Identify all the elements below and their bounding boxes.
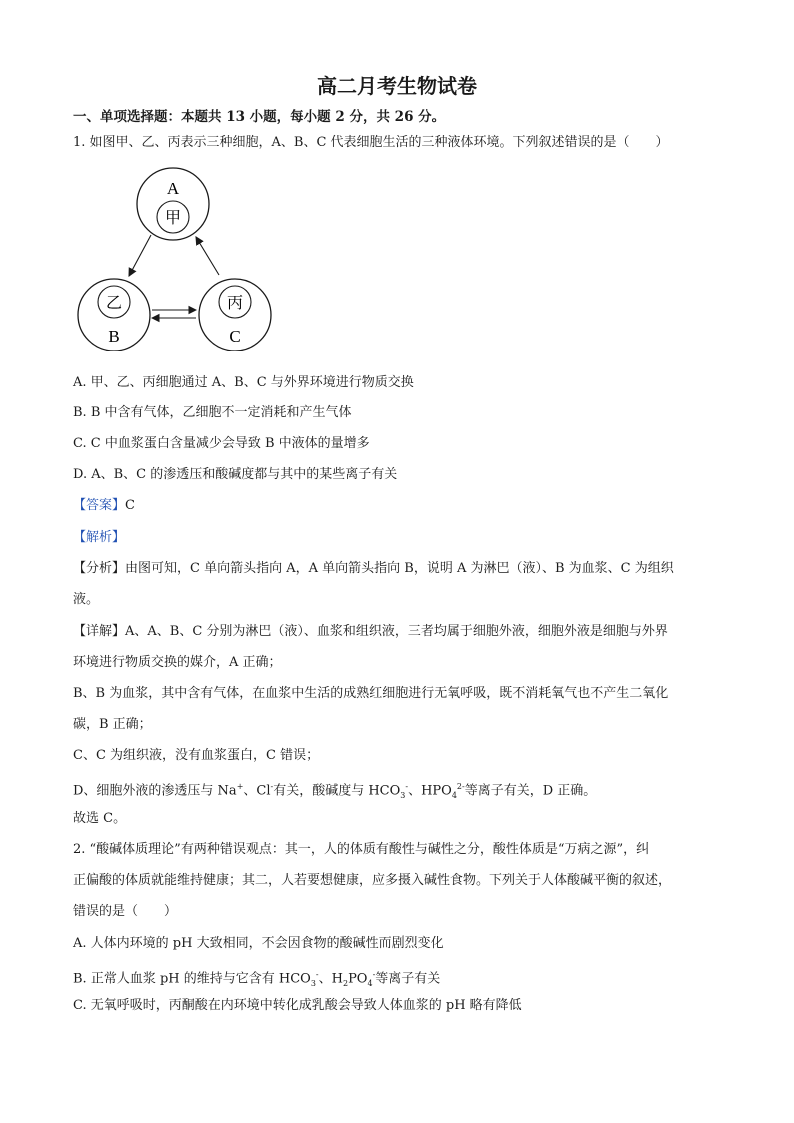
q2b-text-c: PO bbox=[348, 971, 368, 987]
arrow-c-to-a bbox=[196, 237, 219, 275]
q1-option-c: C. C 中血浆蛋白含量减少会导致 B 中液体的量增多 bbox=[73, 436, 370, 451]
q2-option-a: A. 人体内环境的 pH 大致相同，不会因食物的酸碱性而剧烈变化 bbox=[73, 936, 444, 951]
q1-option-d: D. A、B、C 的渗透压和酸碱度都与其中的某些离子有关 bbox=[73, 467, 398, 482]
answer-tag: 【答案】 bbox=[73, 498, 126, 513]
label-b: B bbox=[108, 327, 120, 346]
page-title: 高二月考生物试卷 bbox=[317, 74, 477, 98]
d-sub-4: 4 bbox=[451, 790, 457, 800]
fenxi-text-1: 由图可知，C 单向箭头指向 A，A 单向箭头指向 B，说明 A 为淋巴（液）、B 为血浆、C 为组织 bbox=[125, 561, 674, 576]
q1-xiangjie-line2: 环境进行物质交换的媒介，A 正确； bbox=[73, 655, 282, 670]
q2-stem-line3: 错误的是（ ） bbox=[73, 904, 178, 919]
label-bing: 丙 bbox=[226, 293, 244, 312]
q1-stem: 1. 如图甲、乙、丙表示三种细胞，A、B、C 代表细胞生活的三种液体环境。下列叙述错误的是（ ） bbox=[73, 135, 669, 150]
q1-answer bbox=[73, 498, 135, 514]
analysis-tag: 【解析】 bbox=[73, 530, 126, 545]
q1-xiangjie-line6 bbox=[73, 779, 596, 804]
q2b-text-d: 等离子有关 bbox=[375, 971, 441, 987]
label-jia: 甲 bbox=[164, 208, 182, 227]
q1-fenxi-line2: 液。 bbox=[73, 592, 100, 607]
q2-option-c: C. 无氧呼吸时，丙酮酸在内环境中转化成乳酸会导致人体血浆的 pH 略有降低 bbox=[73, 998, 522, 1013]
q1-xiangjie-line3: B、B 为血浆，其中含有气体，在血浆中生活的成熟红细胞进行无氧呼吸，既不消耗氧气也不产生二氧化 bbox=[73, 686, 669, 701]
q1-conclusion: 故选 C。 bbox=[73, 811, 127, 826]
d-sub-3: 3 bbox=[400, 790, 406, 800]
q2b-sub-2: 2 bbox=[342, 978, 349, 988]
xiangjie-text-1: A、A、B、C 分别为淋巴（液）、血浆和组织液，三者均属于细胞外液，细胞外液是细胞与外界 bbox=[125, 624, 668, 639]
label-yi: 乙 bbox=[105, 293, 123, 312]
q2b-sub-3: 4 bbox=[367, 978, 373, 988]
d-text-b: 、Cl bbox=[243, 783, 271, 799]
q1-option-b: B. B 中含有气体，乙细胞不一定消耗和产生气体 bbox=[73, 405, 352, 420]
answer-value: C bbox=[125, 498, 135, 513]
q1-xiangjie-line1 bbox=[73, 624, 668, 640]
d-text-c: 有关，酸碱度与 HCO bbox=[273, 783, 401, 799]
d-sup-1: + bbox=[236, 782, 244, 791]
q2-stem-line1: 2. “酸碱体质理论”有两种错误观点：其一，人的体质有酸性与碱性之分，酸性体质是“万病之源”，纠 bbox=[73, 842, 650, 857]
q1-analysis-heading bbox=[73, 530, 125, 546]
q2-stem-line2: 正偏酸的体质就能维持健康；其二，人若要想健康，应多摄入碱性食物。下列关于人体酸碱平衡的叙述， bbox=[73, 873, 672, 888]
label-a: A bbox=[166, 179, 180, 198]
d-sup-4: 2- bbox=[456, 782, 465, 791]
label-c: C bbox=[229, 327, 241, 346]
section-heading: 一、单项选择题：本题共 13 小题，每小题 2 分，共 26 分。 bbox=[73, 109, 446, 125]
q2-option-b bbox=[73, 967, 440, 992]
arrow-a-to-b bbox=[129, 235, 151, 276]
q1-xiangjie-line5: C、C 为组织液，没有血浆蛋白，C 错误； bbox=[73, 748, 320, 763]
q2b-text-b: 、H bbox=[318, 971, 343, 987]
q2b-sub-1: 3 bbox=[310, 978, 316, 988]
xiangjie-tag: 【详解】 bbox=[73, 624, 126, 639]
q1-option-a: A. 甲、乙、丙细胞通过 A、B、C 与外界环境进行物质交换 bbox=[73, 375, 414, 390]
q2b-sup-3: - bbox=[372, 970, 376, 979]
d-text-a: D、细胞外液的渗透压与 Na bbox=[73, 783, 237, 799]
d-text-e: 等离子有关，D 正确。 bbox=[464, 783, 597, 799]
fenxi-tag: 【分析】 bbox=[73, 561, 126, 576]
q1-xiangjie-line4: 碳，B 正确； bbox=[73, 717, 152, 732]
d-sup-3: - bbox=[405, 782, 409, 791]
body-fluid-diagram bbox=[74, 165, 278, 351]
d-sup-2: - bbox=[270, 782, 274, 791]
q1-fenxi-line1 bbox=[73, 561, 674, 577]
q2b-text-a: B. 正常人血浆 pH 的维持与它含有 HCO bbox=[73, 971, 311, 987]
d-text-d: 、HPO bbox=[408, 783, 452, 799]
q2b-sup-1: - bbox=[315, 970, 319, 979]
